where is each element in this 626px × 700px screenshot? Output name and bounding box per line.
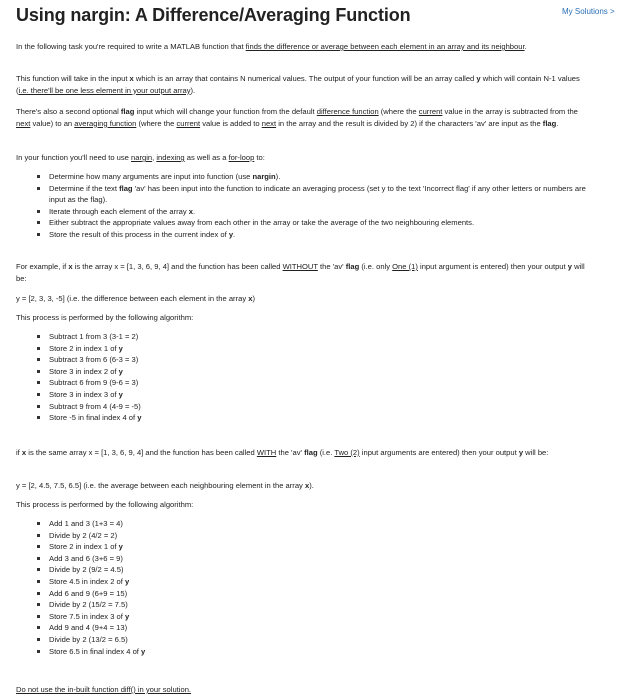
indexing-link[interactable]: indexing bbox=[156, 153, 185, 162]
algo-text: Store 3 in index 3 of bbox=[49, 389, 119, 399]
footer-note-text: Do not use the in-built function diff() in your solution. bbox=[16, 685, 192, 694]
ex2-text: (i.e. bbox=[317, 448, 335, 457]
intro-punct: . bbox=[524, 42, 527, 51]
ex1-text: will be: bbox=[16, 262, 585, 283]
process-label: This process is performed by the following algorithm: bbox=[16, 500, 194, 509]
algo-text: Subtract 3 from 6 (6-3 = 3) bbox=[49, 355, 139, 365]
nargin-link[interactable]: nargin bbox=[131, 153, 153, 162]
footer-note bbox=[16, 684, 590, 696]
ex2-text: is the same array x = [1, 3, 6, 9, 4] and the function has been called bbox=[26, 448, 257, 457]
list-item bbox=[16, 217, 590, 229]
p2-text: which will contain N-1 values ( bbox=[16, 74, 580, 95]
algo-text: Store 2 in index 1 of bbox=[49, 343, 119, 353]
var-x: x bbox=[248, 294, 253, 303]
ex2-text: will be: bbox=[523, 448, 549, 457]
p4-text: as well as a bbox=[184, 153, 229, 162]
algo-bold: y bbox=[137, 413, 142, 423]
list-item bbox=[16, 588, 590, 600]
step-bold: flag bbox=[119, 183, 133, 193]
list-item bbox=[16, 541, 590, 553]
algo-bold: y bbox=[118, 343, 123, 353]
var-y: y bbox=[518, 448, 524, 457]
example2-paragraph bbox=[16, 447, 590, 459]
step-text: Iterate through each element of the array bbox=[49, 206, 189, 216]
list-item bbox=[16, 377, 590, 389]
difference-function-link[interactable]: difference function bbox=[316, 107, 379, 116]
var-flag: flag bbox=[304, 448, 318, 457]
ex1-text: is the array x = [1, 3, 6, 9, 4] and the function has been called bbox=[72, 262, 283, 271]
p4-text: to: bbox=[254, 153, 265, 162]
p3-text: input which will change your function from the default bbox=[134, 107, 317, 116]
ex1-text: For example, if bbox=[16, 262, 69, 271]
p3-text: value in the array is subtracted from the bbox=[442, 107, 578, 116]
output-size-link[interactable]: i.e. there'll be one less element in your output array bbox=[18, 85, 191, 95]
list-item bbox=[16, 553, 590, 565]
ex1-text: (i.e. only bbox=[359, 262, 393, 271]
p3-text: (where the bbox=[136, 118, 177, 128]
list-item bbox=[16, 171, 590, 183]
ex2-text: if bbox=[16, 448, 22, 457]
list-item bbox=[16, 599, 590, 611]
list-item bbox=[16, 530, 590, 542]
ex1-result-text: ) bbox=[252, 294, 256, 303]
intro-paragraph-4 bbox=[16, 152, 590, 164]
process-label: This process is performed by the following algorithm: bbox=[16, 313, 194, 322]
ex2-result-text: ). bbox=[309, 481, 314, 490]
var-x: x bbox=[129, 74, 134, 83]
list-item bbox=[16, 206, 590, 218]
algo-bold: y bbox=[125, 576, 130, 586]
step-bold: x bbox=[188, 206, 193, 216]
var-y: y bbox=[567, 262, 572, 271]
for-loop-link[interactable]: for-loop bbox=[228, 153, 255, 162]
list-item bbox=[16, 576, 590, 588]
list-item bbox=[16, 389, 590, 401]
step-text: Determine if the text bbox=[49, 183, 120, 193]
ex2-text: the 'av' bbox=[276, 448, 305, 457]
p3-text: value is added to bbox=[200, 118, 262, 128]
var-x: x bbox=[68, 262, 73, 271]
with-text: WITH bbox=[256, 448, 277, 457]
next-link[interactable]: next bbox=[16, 118, 31, 128]
list-item bbox=[16, 401, 590, 413]
ex1-result-text: y = [2, 3, 3, -5] (i.e. the difference between each element in the array bbox=[16, 294, 249, 303]
algo-text: Store 6.5 in final index 4 of bbox=[49, 646, 142, 656]
algo-text: Store 7.5 in index 3 of bbox=[49, 611, 125, 621]
intro-text: In the following task you're required to write a MATLAB function that bbox=[16, 42, 246, 51]
algo-bold: y bbox=[118, 366, 123, 376]
ex1-text: the 'av' bbox=[317, 262, 346, 271]
algo-text: Add 1 and 3 (1+3 = 4) bbox=[49, 519, 123, 528]
algo-bold: y bbox=[141, 646, 146, 656]
algo-text: Store 2 in index 1 of bbox=[49, 542, 119, 552]
list-item bbox=[16, 412, 590, 424]
algo-text: Add 6 and 9 (6+9 = 15) bbox=[49, 588, 128, 598]
step-text: Either subtract the appropriate values away from each other in the array or take the average of the two neighbouring elements. bbox=[49, 218, 475, 228]
p2-text: which is an array that contains N numerical values. The output of your function will be an array called bbox=[133, 74, 477, 83]
intro-paragraph-3 bbox=[16, 106, 590, 129]
p3-text: value) to an bbox=[30, 118, 75, 128]
p4-text: In your function you'll need to use bbox=[16, 153, 132, 162]
p3-text: There's also a second optional bbox=[16, 107, 121, 116]
algo-bold: y bbox=[118, 389, 123, 399]
algo-text: Subtract 6 from 9 (9-6 = 3) bbox=[49, 378, 139, 388]
p4-text: , bbox=[152, 153, 157, 162]
list-item bbox=[16, 354, 590, 366]
list-item bbox=[16, 518, 590, 530]
algo-text: Add 3 and 6 (3+6 = 9) bbox=[49, 553, 123, 563]
var-x: x bbox=[21, 448, 27, 457]
list-item bbox=[16, 646, 590, 658]
ex2-result-text: y = [2, 4.5, 7.5, 6.5] (i.e. the average between each neighbouring element in the array bbox=[16, 481, 305, 490]
ex2-text: input arguments are entered) then your output bbox=[359, 448, 519, 457]
example2-result bbox=[16, 480, 590, 492]
steps-list bbox=[16, 171, 590, 241]
step-text: Determine how many arguments are input into function (use bbox=[49, 172, 253, 181]
intro-paragraph-1 bbox=[16, 41, 590, 53]
algo-bold: y bbox=[125, 611, 130, 621]
step-text: Store the result of this process in the current index of bbox=[49, 229, 229, 239]
list-item bbox=[16, 564, 590, 576]
list-item bbox=[16, 622, 590, 634]
example1-process bbox=[16, 312, 590, 324]
var-y: y bbox=[476, 74, 481, 83]
list-item bbox=[16, 634, 590, 646]
step-text: . bbox=[192, 206, 196, 216]
list-item bbox=[16, 183, 590, 206]
example2-process bbox=[16, 499, 590, 511]
algo-text: Store 4.5 in index 2 of bbox=[49, 576, 125, 586]
without-text: WITHOUT bbox=[282, 262, 318, 271]
list-item bbox=[16, 229, 590, 241]
list-item bbox=[16, 331, 590, 343]
averaging-function-link[interactable]: averaging function bbox=[74, 118, 137, 128]
algo-text: Subtract 1 from 3 (3-1 = 2) bbox=[49, 332, 139, 341]
step-bold: y bbox=[228, 229, 234, 239]
algo-text: Divide by 2 (15/2 = 7.5) bbox=[49, 600, 128, 610]
algorithm-2-list bbox=[16, 518, 590, 657]
p3-text: . bbox=[556, 118, 559, 128]
my-solutions-link[interactable]: My Solutions > bbox=[562, 7, 615, 16]
p2-text: ). bbox=[190, 85, 196, 95]
next-link[interactable]: next bbox=[261, 118, 277, 128]
algo-text: Subtract 9 from 4 (4-9 = -5) bbox=[49, 401, 141, 411]
current-link[interactable]: current bbox=[418, 107, 443, 116]
p3-text: (where the bbox=[378, 107, 419, 116]
example1-result bbox=[16, 293, 590, 305]
step-bold: nargin bbox=[252, 172, 276, 181]
current-link[interactable]: current bbox=[176, 118, 201, 128]
two-args-text: Two (2) bbox=[334, 448, 360, 457]
algo-text: Divide by 2 (13/2 = 6.5) bbox=[49, 634, 128, 644]
algo-text: Store -5 in final index 4 of bbox=[49, 413, 138, 423]
algo-text: Divide by 2 (4/2 = 2) bbox=[49, 530, 118, 540]
page-title: Using nargin: A Difference/Averaging Function bbox=[16, 5, 411, 25]
step-text: . bbox=[233, 229, 236, 239]
step-text: 'av' has been input into the function to indicate an averaging process (set y to the text 'Incorrect flag' if any other letters or numbers are input as the flag). bbox=[49, 183, 586, 205]
task-link[interactable]: finds the difference or average between each element in an array and its neighbour bbox=[245, 42, 525, 51]
algo-text: Store 3 in index 2 of bbox=[49, 366, 119, 376]
var-flag: flag bbox=[120, 107, 135, 116]
step-text: ). bbox=[275, 172, 281, 181]
list-item bbox=[16, 611, 590, 623]
algo-bold: y bbox=[118, 542, 123, 552]
one-arg-text: One (1) bbox=[392, 262, 418, 271]
example1-paragraph bbox=[16, 261, 590, 284]
algo-text: Divide by 2 (9/2 = 4.5) bbox=[49, 565, 124, 575]
algo-text: Add 9 and 4 (9+4 = 13) bbox=[49, 623, 128, 633]
p2-text: This function will take in the input bbox=[16, 74, 130, 83]
intro-paragraph-2 bbox=[16, 73, 590, 96]
var-x: x bbox=[304, 481, 310, 490]
ex1-text: input argument is entered) then your output bbox=[417, 262, 568, 271]
list-item bbox=[16, 366, 590, 378]
var-flag: flag bbox=[345, 262, 360, 271]
algorithm-1-list bbox=[16, 331, 590, 424]
list-item bbox=[16, 343, 590, 355]
p3-text: in the array and the result is divided by 2) if the characters 'av' are input as the bbox=[276, 118, 543, 128]
var-flag: flag bbox=[542, 118, 557, 128]
